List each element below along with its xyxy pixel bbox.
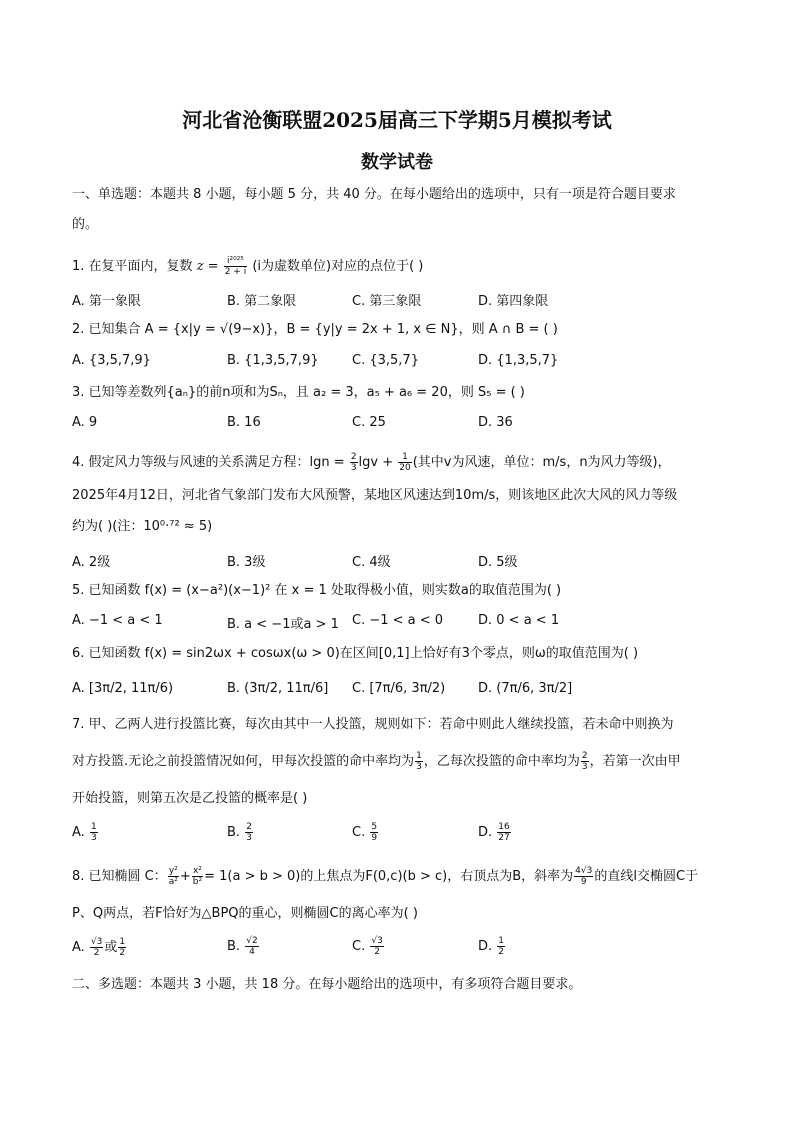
option-d: D. $\frac{16}{27}$ [478, 822, 510, 843]
option-a: A. 2级 [72, 555, 111, 570]
question-1-fraction: $\frac{\text{i²⁰²⁵}}{2 + i}$ [224, 256, 247, 277]
option-c: C. $\frac{5}{9}$ [352, 822, 378, 843]
option-b: B. 16 [227, 415, 261, 430]
question-7-options [72, 822, 722, 848]
option-d: D. 5级 [478, 555, 518, 570]
question-1: 1. 在复平面内，复数 z = $\frac{\text{i²⁰²⁵}}{2 + i}$ (i为虚数单位)对应的点位于( ) [72, 256, 424, 277]
question-1-options [72, 290, 722, 310]
section-two-heading: 二、多选题：本题共 3 小题，共 18 分。在每小题给出的选项中，有多项符合题目要求。 [72, 977, 582, 992]
option-d: D. 第四象限 [478, 294, 549, 309]
option-c: C. {3,5,7} [352, 353, 419, 368]
question-4-options [72, 551, 722, 571]
option-c: C. −1 < a < 0 [352, 613, 444, 628]
option-c: C. 4级 [352, 555, 391, 570]
option-b: B. 第二象限 [227, 294, 297, 309]
option-a: A. {3,5,7,9} [72, 353, 151, 368]
question-6-options [72, 681, 722, 701]
question-2-options [72, 353, 722, 373]
question-4: 4. 假定风力等级与风速的关系满足方程：lgn = $\frac{2}{3}$ lgv + $\frac{1}{20}$ (其中v为风速，单位：m/s，n为风力等级)， [72, 452, 671, 473]
question-1-stem-post: (i为虚数单位)对应的点位于( ) [252, 259, 424, 274]
question-4-line-3: 约为( )(注：10⁰·⁷² ≈ 5) [72, 519, 213, 534]
option-a: A. −1 < a < 1 [72, 613, 163, 628]
question-4-line-2: 2025年4月12日，河北省气象部门发布大风预警，某地区风速达到10m/s，则该地区此次大风的风力等级 [72, 488, 678, 503]
option-a: A. 第一象限 [72, 294, 141, 309]
option-b: B. {1,3,5,7,9} [227, 353, 319, 368]
question-7-line-2: 对方投篮.无论之前投篮情况如何，甲每次投篮的命中率均为 $\frac{1}{3}$ ，乙每次投篮的命中率均为 $\frac{2}{3}$ ，若第一次由甲 [72, 751, 681, 772]
question-5-options [72, 613, 722, 633]
option-c: C. 25 [352, 415, 386, 430]
question-8-line-2: P、Q两点，若F恰好为△BPQ的重心，则椭圆C的离心率为( ) [72, 906, 418, 921]
option-d: D. {1,3,5,7} [478, 353, 559, 368]
section-one-heading: 一、单选题：本题共 8 小题，每小题 5 分，共 40 分。在每小题给出的选项中，只有一项是符合题目要求 [72, 187, 676, 202]
question-1-stem-pre: 1. 在复平面内，复数 [72, 259, 193, 274]
option-a: A. [3π/2, 11π/6) [72, 681, 174, 696]
exam-title: 河北省沧衡联盟2025届高三下学期5月模拟考试 [182, 108, 612, 132]
question-7: 7. 甲、乙两人进行投篮比赛，每次由其中一人投篮，规则如下：若命中则此人继续投篮，若未命中则换为 [72, 717, 674, 732]
option-b: B. $\frac{2}{3}$ [227, 822, 252, 843]
question-3-options [72, 415, 722, 435]
question-3: 3. 已知等差数列{aₙ}的前n项和为Sₙ，且 a₂ = 3，a₅ + a₆ = 20，则 S₅ = ( ) [72, 385, 525, 400]
option-d: D. 36 [478, 415, 513, 430]
option-c: C. [7π/6, 3π/2) [352, 681, 446, 696]
option-d: D. $\frac{1}{2}$ [478, 936, 505, 957]
option-c: C. $\frac{√3}{2}$ [352, 936, 383, 957]
option-a: A. 9 [72, 415, 98, 430]
question-7-line-3: 开始投篮，则第五次是乙投篮的概率是( ) [72, 791, 308, 806]
question-8: 8. 已知椭圆 C： $\frac{\text{y²}}{\text{a²}}$ + $\frac{\text{x²}}{\text{b²}}$ = 1(a > b > 0)的上焦点为F(0,c)(b > c)，右顶点为B，斜率为 $\frac{4√3}{9}$ 的直线l交椭圆C于 [72, 866, 699, 887]
option-d: D. 0 < a < 1 [478, 613, 560, 628]
question-5: 5. 已知函数 f(x) = (x−a²)(x−1)² 在 x = 1 处取得极小值，则实数a的取值范围为( ) [72, 583, 562, 598]
question-8-options [72, 936, 722, 962]
option-b: B. (3π/2, 11π/6] [227, 681, 329, 696]
option-a: A. $\frac{√3}{2}$ 或 $\frac{1}{2}$ [72, 937, 126, 958]
question-6: 6. 已知函数 f(x) = sin2ωx + cosωx(ω > 0)在区间[0,1]上恰好有3个零点，则ω的取值范围为( ) [72, 646, 639, 661]
question-2: 2. 已知集合 A = {x|y = √(9−x)}，B = {y|y = 2x + 1, x ∈ N}，则 A ∩ B = ( ) [72, 322, 558, 337]
section-one-heading-cont: 的。 [72, 217, 99, 232]
option-b: B. a < −1或a > 1 [227, 617, 339, 632]
exam-subtitle: 数学试卷 [361, 152, 433, 173]
option-a: A. $\frac{1}{3}$ [72, 822, 97, 843]
option-c: C. 第三象限 [352, 294, 422, 309]
option-b: B. 3级 [227, 555, 266, 570]
option-d: D. (7π/6, 3π/2] [478, 681, 573, 696]
option-b: B. $\frac{√2}{4}$ [227, 936, 258, 957]
